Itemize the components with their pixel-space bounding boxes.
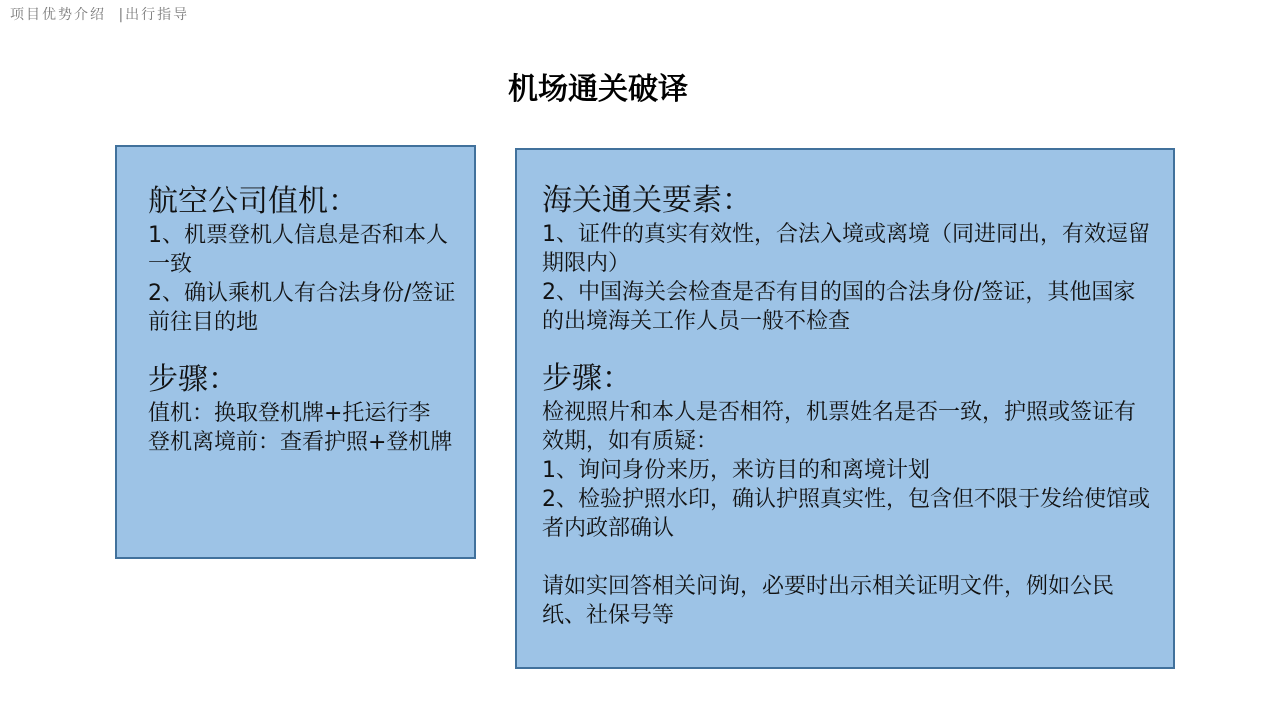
customs-steps-heading: 步骤： [542, 361, 632, 396]
breadcrumb [10, 4, 189, 24]
customs-note: 请如实回答相关问询，必要时出示相关证明文件，例如公民纸、社保号等 [542, 574, 1115, 628]
customs-step: 2、检验护照水印，确认护照真实性，包含但不限于发给使馆或者内政部确认 [542, 487, 1150, 541]
breadcrumb-section: 项目优势介绍 [10, 7, 106, 23]
customs-item: 1、证件的真实有效性，合法入境或离境（同进同出，有效逗留期限内） [542, 222, 1150, 276]
checkin-step: 值机：换取登机牌+托运行李 [148, 401, 431, 426]
customs-clearance-card [515, 148, 1175, 669]
checkin-item: 2、确认乘机人有合法身份/签证前往目的地 [148, 281, 456, 335]
checkin-steps-heading: 步骤： [148, 362, 238, 397]
breadcrumb-separator: | [118, 7, 126, 23]
customs-heading: 海关通关要素： [542, 183, 752, 218]
checkin-step: 登机离境前：查看护照+登机牌 [148, 430, 453, 455]
customs-step: 检视照片和本人是否相符，机票姓名是否一致，护照或签证有效期，如有质疑： [542, 400, 1137, 454]
checkin-item: 1、机票登机人信息是否和本人一致 [148, 223, 448, 277]
customs-step: 1、询问身份来历，来访目的和离境计划 [542, 458, 930, 483]
page-title: 机场通关破译 [508, 72, 688, 107]
airline-checkin-heading: 航空公司值机： [148, 184, 358, 219]
airline-checkin-card [115, 145, 476, 559]
breadcrumb-page: 出行指导 [125, 7, 190, 23]
customs-item: 2、中国海关会检查是否有目的国的合法身份/签证，其他国家的出境海关工作人员一般不检查 [542, 280, 1136, 334]
